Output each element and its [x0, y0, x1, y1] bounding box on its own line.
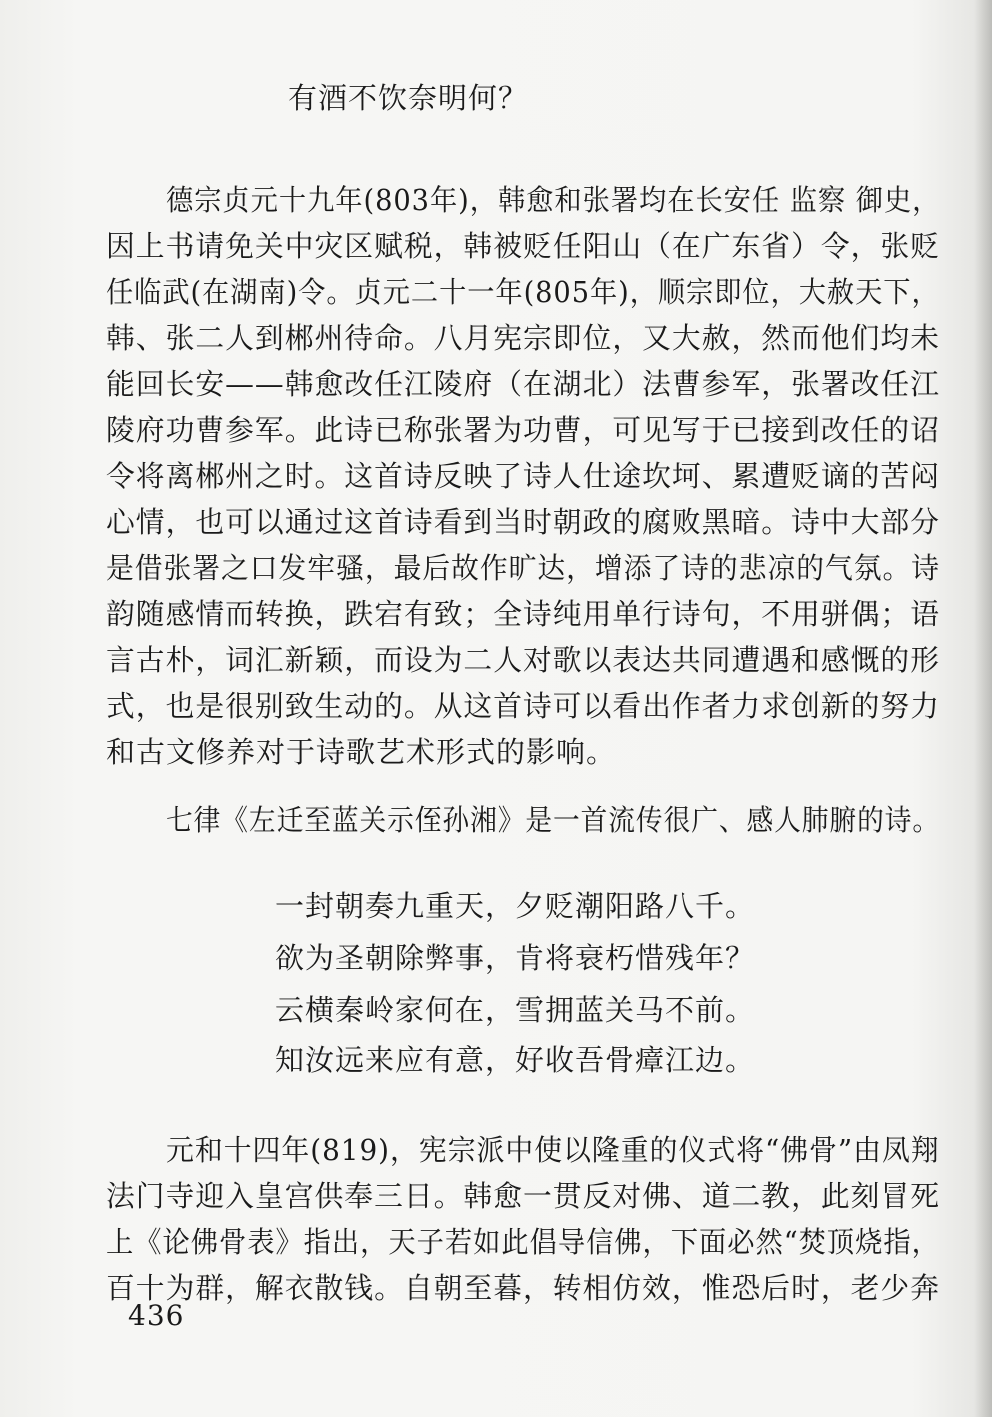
page-number: 436 — [128, 1299, 185, 1332]
paragraph-1-line: 任临武(在湖南)令。贞元二十一年(805年)，顺宗即位，大赦天下， — [106, 275, 940, 309]
page-edge-shadow — [974, 0, 992, 1417]
paragraph-1-line: 陵府功曹参军。此诗已称张署为功曹，可见写于已接到改任的诏 — [106, 413, 941, 447]
paragraph-1-line: 令将离郴州之时。这首诗反映了诗人仕途坎坷、累遭贬谪的苦闷 — [106, 459, 941, 493]
paragraph-1-line: 言古朴，词汇新颖，而设为二人对歌以表达共同遭遇和感慨的形 — [106, 643, 941, 677]
paragraph-2: 七律《左迁至蓝关示侄孙湘》是一首流传很广、感人肺腑的诗。 — [166, 803, 941, 837]
poem-closing-line: 有酒不饮奈明何？ — [288, 81, 529, 115]
paragraph-1-line: 德宗贞元十九年(803年)，韩愈和张署均在长安任 监察 御史， — [166, 183, 941, 217]
paragraph-1-line: 韵随感情而转换，跌宕有致；全诗纯用单行诗句，不用骈偶；语 — [106, 597, 941, 631]
poem-line: 知汝远来应有意，好收吾骨瘴江边。 — [275, 1043, 756, 1077]
paragraph-1-line: 能回长安——韩愈改任江陵府（在湖北）法曹参军，张署改任江 — [106, 367, 941, 401]
poem-line: 欲为圣朝除弊事，肯将衰朽惜残年？ — [275, 941, 756, 975]
paragraph-3-line: 百十为群，解衣散钱。自朝至暮，转相仿效，惟恐后时，老少奔 — [106, 1271, 941, 1305]
paragraph-1-line: 是借张署之口发牢骚，最后故作旷达，增添了诗的悲凉的气氛。诗 — [106, 551, 941, 585]
poem-line: 云横秦岭家何在，雪拥蓝关马不前。 — [275, 993, 756, 1027]
paragraph-1-line: 式，也是很别致生动的。从这首诗可以看出作者力求创新的努力 — [106, 689, 941, 723]
paragraph-1-line: 韩、张二人到郴州待命。八月宪宗即位，又大赦，然而他们均未 — [106, 321, 941, 355]
paragraph-1-line: 和古文修养对于诗歌艺术形式的影响。 — [106, 735, 617, 769]
paragraph-1-line: 因上书请免关中灾区赋税，韩被贬任阳山（在广东省）令，张贬 — [106, 229, 941, 263]
poem-line: 一封朝奏九重天，夕贬潮阳路八千。 — [275, 889, 756, 923]
paragraph-3-line: 法门寺迎入皇宫供奉三日。韩愈一贯反对佛、道二教，此刻冒死 — [106, 1179, 941, 1213]
paragraph-1-line: 心情，也可以通过这首诗看到当时朝政的腐败黑暗。诗中大部分 — [106, 505, 941, 539]
paragraph-3-line: 上《论佛骨表》指出，天子若如此倡导信佛，下面必然“焚顶烧指， — [106, 1225, 940, 1259]
paragraph-3-line: 元和十四年(819)，宪宗派中使以隆重的仪式将“佛骨”由凤翔 — [166, 1133, 940, 1167]
